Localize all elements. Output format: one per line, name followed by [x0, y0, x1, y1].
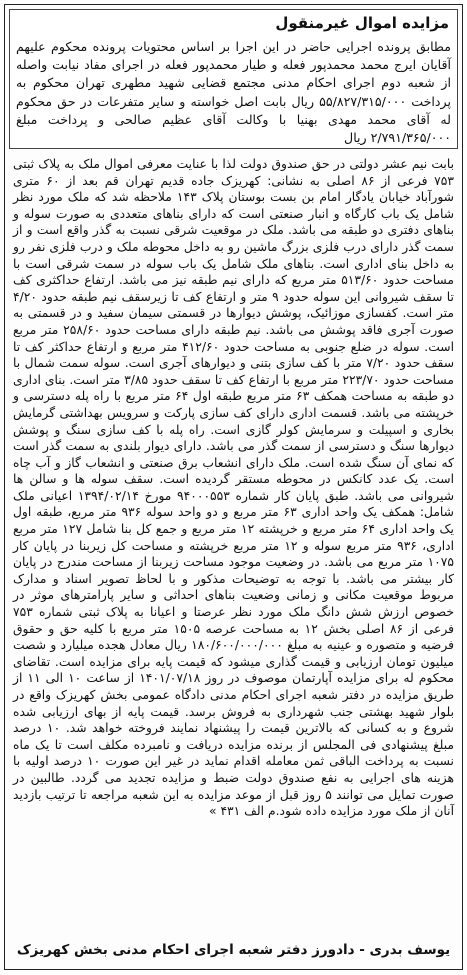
notice-body-paragraph: بابت نیم عشر دولتی در حق صندوق دولت لذا با عنایت معرفی اموال ملک به پلاک ثبتی ۷۵۳ فرعی از ۸۶ اصلی به نشانی: کهریزک جاده قدیم تهران قم بعد از ۶۰ متری شورآباد خیابان یادگار امام بن بست بوستان پلاک ۱۴۳ ملاحظه شد که ملک مورد نظر شامل یک باب کارگاه و انبار صنعتی است که دارای بناهای متعددی به صورت سوله و بناهای دفتری دو طبقه می باشد. ملک در موقعیت شرقی نسبت به گذر واقع است و از سمت گذر دارای درب فلزی بزرگ ماشین رو به داخل محوطه ملک و درب فلزی نفر رو به داخل بنای اداری است. بناهای ملک شامل یک باب سوله در سمت شرقی است با مساحت حدود ۵۱۳/۶۰ متر مربع که دارای نیم طبقه نیز می باشد. ارتفاع حداکثری کف تا سقف شیروانی این سوله حدود ۹ متر و ارتفاع کف تا زیرسقف نیم طبقه حدود ۴/۲۰ متر است. کفسازی موزائیک، پوشش دیوارها در قسمتی سیمان سفید و در قسمتی به صورت آجری فاقد پوشش می باشد. نیم طبقه دارای مساحت حدود ۲۵۸/۶۰ متر مربع است. سوله در ضلع جنوبی به مساحت حدود ۴۱۲/۶۰ متر مربع و ارتفاع حداکثر کف تا سقف حدود ۷/۲۰ متر با کف سازی بتنی و دیوارهای آجری است. سوله سمت شمال با مساحت حدود ۲۲۳/۷۰ متر مربع با ارتفاع کف تا سقف حدود ۳/۸۵ متر است. بنای اداری دو طبقه به مساحت همکف ۶۳ متر مربع طبقه اول ۶۴ متر مربع با راه پله دسترسی و خرپشته می باشد. قسمت اداری دارای کف سازی پارکت و سرویس بهداشتی گرمایش بخاری و اسپیلت و سرمایش کولر گازی است. راه پله با کف سازی سنگ و پوشش دیوارها سنگ و دسترسی از سمت گذر می باشد. دارای دیوار بلندی به سمت گذر است که نمای آن سنگ شده است. ملک دارای انشعاب برق صنعتی و انشعاب گاز و آب چاه است. یک عدد کانکس در محوطه مستقر گردیده است. سقف سوله ها و سالن ها شیروانی می باشد. طبق پایان کار شماره ۹۴۰۰۰۵۵۳ مورخ ۱۳۹۴/۰۲/۱۴ اعیانی ملک شامل: همکف یک واحد اداری ۶۳ متر مربع و دو واحد سوله ۹۳۶ متر مربع، طبقه اول یک واحد اداری ۶۴ متر مربع و خرپشته ۱۲ متر مربع و جمع کل بنا شامل ۱۲۷ متر مربع اداری، ۹۳۶ متر مربع سوله و ۱۲ متر مربع خرپشته و مساحت کل زیربنا در پایان کار ۱۰۷۵ متر مربع می باشد. در وضعیت موجود مساحت زیربنا از مساحت مندرج در پایان کار بیشتر می باشد. با توجه به توضیحات مذکور و با لحاظ تصویر اسناد و مدارک مربوط موقعیت مکانی و زمانی وضعیت بناهای احداثی و سایر پارامترهای موثر در خصوص ارزش شش دانگ ملک مورد نظر عرصتا و اعیانا به پلاک ثبتی شماره ۷۵۳ فرعی از ۸۶ اصلی بخش ۱۲ به مساحت عرصه ۱۵۰۵ متر مربع با کلیه حق و حقوق فرضیه و متصوره و عینیه به مبلغ ۱۸۰/۶۰۰/۰۰۰/۰۰۰ ریال معادل هجده میلیارد و شصت میلیون تومان ارزیابی و قیمت گذاری میشود که قیمت پایه برای مزایده است. تقاضای محکوم له برای مزایده آپارتمان موصوف در روز ۱۴۰۱/۰۷/۱۸ از ساعت ۱۰ الی ۱۱ از طریق مزایده در دفتر شعبه اجرای احکام مدنی دادگاه عمومی بخش کهریزک واقع در بلوار شهید بهشتی جنب شهرداری به فروش برسد. قیمت پایه از بهای ارزیابی شده شروع و به کسانی که بالاترین قیمت را پیشنهاد نمایند فروخته خواهد شد. ۱۰ درصد مبلغ پیشنهادی فی المجلس از برنده مزایده دریافت و نامبرده مکلف است تا یک ماه نسبت به پرداخت الباقی ثمن معامله اقدام نماید در غیر این صورت ۱۰ درصد اولیه با هزینه های اجرایی به نفع صندوق دولت ضبط و مزایده تجدید می گردد. طالبین در صورت تمایل می توانند ۵ روز قبل از موعد مزایده به این شعبه مراجعه تا ترتیب بازدید آنان از ملک مورد مزایده داده شود.م الف ۴۳۱ » [13, 157, 455, 819]
notice-intro-paragraph: مطابق پرونده اجرایی حاضر در این اجرا بر اساس محتویات پرونده محکوم علیهم آقایان ایرج محمد محمدپور فعله و طیار محمدپور فعله در اجرای مفاد نیابت واصله از شعبه دوم اجرای احکام مدنی مجتمع قضایی شهید مطهری تهران محکوم به پرداخت ۵۵/۸۲۷/۳۱۵/۰۰۰ ریال بابت اصل خواسته و سایر متفرعات در حق محکوم له آقای محمد مهدی بهنیا با وکالت آقای عظیم صالحی و پرداخت مبلغ ۲/۷۹۱/۳۶۵/۰۰۰ ریال [16, 39, 451, 146]
notice-title: مزایده اموال غیرمنقول [275, 14, 449, 32]
notice-signature: یوسف بدری - دادورز دفتر شعبه اجرای احکام مدنی بخش کهریزک [16, 942, 451, 958]
notice-header-box [9, 9, 458, 149]
auction-notice [4, 4, 463, 970]
